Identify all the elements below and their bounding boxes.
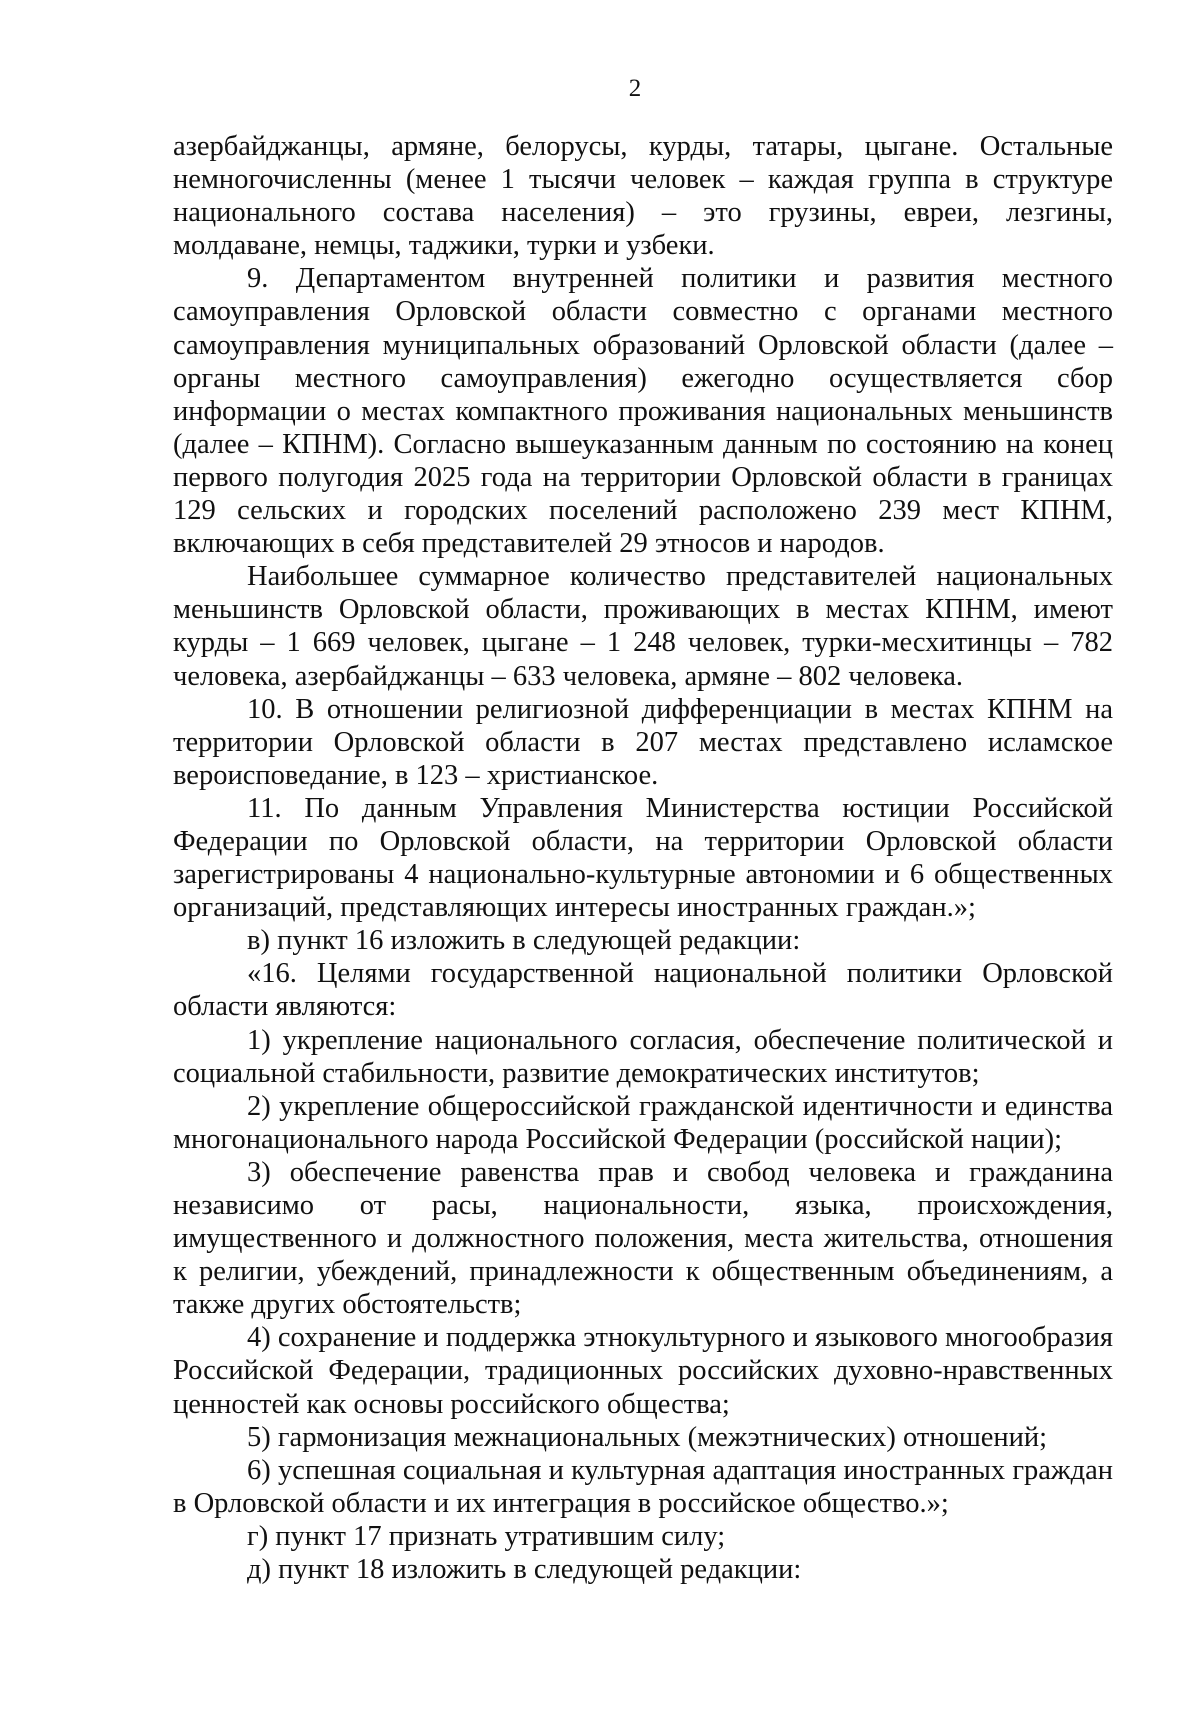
paragraph-goal-5: 5) гармонизация межнациональных (межэтнических) отношений; — [247, 1421, 1048, 1453]
paragraph-continuation: азербайджанцы, армяне, белорусы, курды, татары, цыгане. Остальные немногочисленны (менее 1 тысячи человек – каждая группа в структуре национального состава населения) – это грузины, евреи, лезгины, молдаване, немцы, таджики, турки и узбеки. — [173, 131, 1113, 262]
paragraph-subitem-v: в) пункт 16 изложить в следующей редакции: — [247, 925, 801, 957]
paragraph-kpnm-counts: Наибольшее суммарное количество представителей национальных меньшинств Орловской области, проживающих в местах КПНМ, имеют курды – 1 669 человек, цыгане – 1 248 человек, турки-месхитинцы – 782 человека, азербайджанцы – 633 человека, армяне – 802 человека. — [173, 561, 1113, 692]
page-number: 2 — [628, 75, 642, 102]
paragraph-item-16: «16. Целями государственной национальной политики Орловской области являются: — [173, 958, 1113, 1023]
paragraph-subitem-d: д) пункт 18 изложить в следующей редакции: — [247, 1554, 802, 1586]
document-body — [173, 130, 1113, 1586]
paragraph-subitem-g: г) пункт 17 признать утратившим силу; — [247, 1520, 726, 1552]
paragraph-goal-1: 1) укрепление национального согласия, обеспечение политической и социальной стабильности, развитие демократических институтов; — [173, 1024, 1113, 1089]
paragraph-goal-6: 6) успешная социальная и культурная адаптация иностранных граждан в Орловской области и их интеграция в российское общество.»; — [173, 1454, 1113, 1519]
paragraph-goal-4: 4) сохранение и поддержка этнокультурного и языкового многообразия Российской Федерации, традиционных российских духовно-нравственных ценностей как основы российского общества; — [173, 1322, 1113, 1420]
paragraph-goal-2: 2) укрепление общероссийской гражданской идентичности и единства многонационального народа Российской Федерации (российской нации); — [173, 1090, 1113, 1155]
paragraph-item-9: 9. Департаментом внутренней политики и развития местного самоуправления Орловской области совместно с органами местного самоуправления муниципальных образований Орловской области (далее – органы местного самоуправления) ежегодно осуществляется сбор информации о местах компактного проживания национальных меньшинств (далее – КПНМ). Согласно вышеуказанным данным по состоянию на конец первого полугодия 2025 года на территории Орловской области в границах 129 сельских и городских поселений расположено 239 мест КПНМ, включающих в себя представителей 29 этносов и народов. — [173, 263, 1113, 560]
paragraph-item-10: 10. В отношении религиозной дифференциации в местах КПНМ на территории Орловской области в 207 местах представлено исламское вероисповедание, в 123 – христианское. — [173, 693, 1113, 791]
paragraph-goal-3: 3) обеспечение равенства прав и свобод человека и гражданина независимо от расы, национальности, языка, происхождения, имущественного и должностного положения, места жительства, отношения к религии, убеждений, принадлежности к общественным объединениям, а также других обстоятельств; — [173, 1156, 1113, 1321]
paragraph-item-11: 11. По данным Управления Министерства юстиции Российской Федерации по Орловской области, на территории Орловской области зарегистрированы 4 национально-культурные автономии и 6 общественных организаций, представляющих интересы иностранных граждан.»; — [173, 792, 1113, 924]
